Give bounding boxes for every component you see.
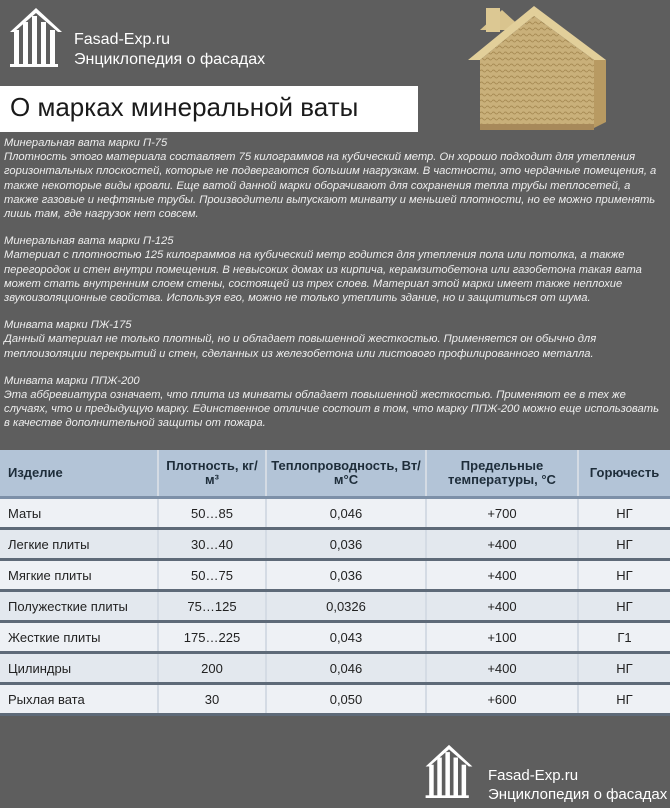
cell-temperature: +600 <box>426 684 578 715</box>
section-text: Данный материал не только плотный, но и обладает повышенной жесткостью. Применяется он обычно для теплоизоляции перекрытий и стен, сделанных из железобетона или листового профилированного металла. <box>4 333 597 360</box>
cell-density: 30…40 <box>158 529 266 560</box>
cell-temperature: +400 <box>426 529 578 560</box>
cell-conductivity: 0,036 <box>266 560 426 591</box>
section-text: Материал с плотностью 125 килограммов на кубический метр годится для утепления пола или потолка, а также перегородок и стен внутри помещения. В невысоких домах из кирпича, керамзитобетона или газобетона такая вата может стать внутренним слоем стены, состоящей из трех слоев. Материал этой марки имеет также неплохие звукоизоляционные свойства. Используя его, можно не только утеплить здание, но и защититься от шума. <box>4 249 642 305</box>
table-row <box>0 653 670 684</box>
cell-flammability: НГ <box>578 560 670 591</box>
footer-brand-name: Fasad-Exp.ru <box>488 767 579 784</box>
cell-density: 50…85 <box>158 498 266 529</box>
footer-brand-tagline: Энциклопедия о фасадах <box>488 786 668 803</box>
table-row <box>0 622 670 653</box>
section-title: Минеральная вата марки П-125 <box>4 235 174 248</box>
section-pzh175 <box>4 318 664 361</box>
building-logo-icon <box>6 4 66 70</box>
footer-brand <box>488 766 667 804</box>
cell-flammability: НГ <box>578 591 670 622</box>
building-logo-icon <box>422 740 476 802</box>
cell-density: 50…75 <box>158 560 266 591</box>
page-title-box <box>0 86 418 132</box>
cell-flammability: НГ <box>578 529 670 560</box>
cell-conductivity: 0,050 <box>266 684 426 715</box>
properties-table <box>0 450 670 716</box>
cell-conductivity: 0,0326 <box>266 591 426 622</box>
cell-temperature: +700 <box>426 498 578 529</box>
section-text: Плотность этого материала составляет 75 килограммов на кубический метр. Он хорошо подходит для утепления горизонтальных плоскостей, которые не подвергаются большим нагрузкам. В частности, это чердачные помещения, а также некоторые виды кровли. Еще ватой данной марки оборачивают для сохранения тепла трубы теплосетей, а также газовые и нефтяные трубы. Производители выпускают минвату и меньшей плотности, но ее можно применять лишь там, где нагрузок нет совсем. <box>4 151 657 221</box>
cell-flammability: НГ <box>578 498 670 529</box>
cell-temperature: +400 <box>426 591 578 622</box>
brand-tagline: Энциклопедия о фасадах <box>74 51 266 68</box>
header-conductivity: Теплопроводность, Вт/м°С <box>266 450 426 498</box>
cell-product: Жесткие плиты <box>0 622 158 653</box>
cell-product: Цилиндры <box>0 653 158 684</box>
cell-product: Мягкие плиты <box>0 560 158 591</box>
section-title: Минеральная вата марки П-75 <box>4 137 168 149</box>
page-title: О марках минеральной ваты <box>10 92 359 122</box>
cell-product: Маты <box>0 498 158 529</box>
cell-conductivity: 0,043 <box>266 622 426 653</box>
header-density: Плотность, кг/м³ <box>158 450 266 498</box>
section-title: Минвата марки ППЖ-200 <box>4 374 140 387</box>
section-title: Минвата марки ПЖ-175 <box>4 319 132 332</box>
section-text: Эта аббревиатура означает, что плита из минваты обладает повышенной жесткостью. Применяют ее в тех же случаях, что и предыдущую марку. Единственное отличие состоит в том, что марку ППЖ-200 можно еще использовать в качестве дополнительной защиты от пожара. <box>4 389 659 430</box>
section-p75 <box>4 136 664 221</box>
cell-product: Рыхлая вата <box>0 684 158 715</box>
cell-density: 200 <box>158 653 266 684</box>
cell-density: 30 <box>158 684 266 715</box>
cell-density: 175…225 <box>158 622 266 653</box>
cell-temperature: +100 <box>426 622 578 653</box>
cell-product: Легкие плиты <box>0 529 158 560</box>
mineral-wool-house-image <box>462 2 612 134</box>
cell-temperature: +400 <box>426 653 578 684</box>
cell-conductivity: 0,046 <box>266 498 426 529</box>
table-row <box>0 591 670 622</box>
section-p125 <box>4 234 664 305</box>
table-row <box>0 560 670 591</box>
header-flammability: Горючесть <box>578 450 670 498</box>
header-temperature: Предельные температуры, °С <box>426 450 578 498</box>
table-row <box>0 684 670 715</box>
cell-flammability: НГ <box>578 684 670 715</box>
article-body <box>4 136 664 444</box>
brand-name: Fasad-Exp.ru <box>74 31 171 48</box>
cell-conductivity: 0,046 <box>266 653 426 684</box>
cell-temperature: +400 <box>426 560 578 591</box>
section-ppzh200 <box>4 374 664 431</box>
cell-product: Полужесткие плиты <box>0 591 158 622</box>
brand <box>74 30 265 70</box>
table-row <box>0 498 670 529</box>
cell-conductivity: 0,036 <box>266 529 426 560</box>
table-row <box>0 529 670 560</box>
header-product: Изделие <box>0 450 158 498</box>
cell-flammability: Г1 <box>578 622 670 653</box>
table-header-row <box>0 450 670 498</box>
cell-density: 75…125 <box>158 591 266 622</box>
header <box>0 0 670 140</box>
cell-flammability: НГ <box>578 653 670 684</box>
